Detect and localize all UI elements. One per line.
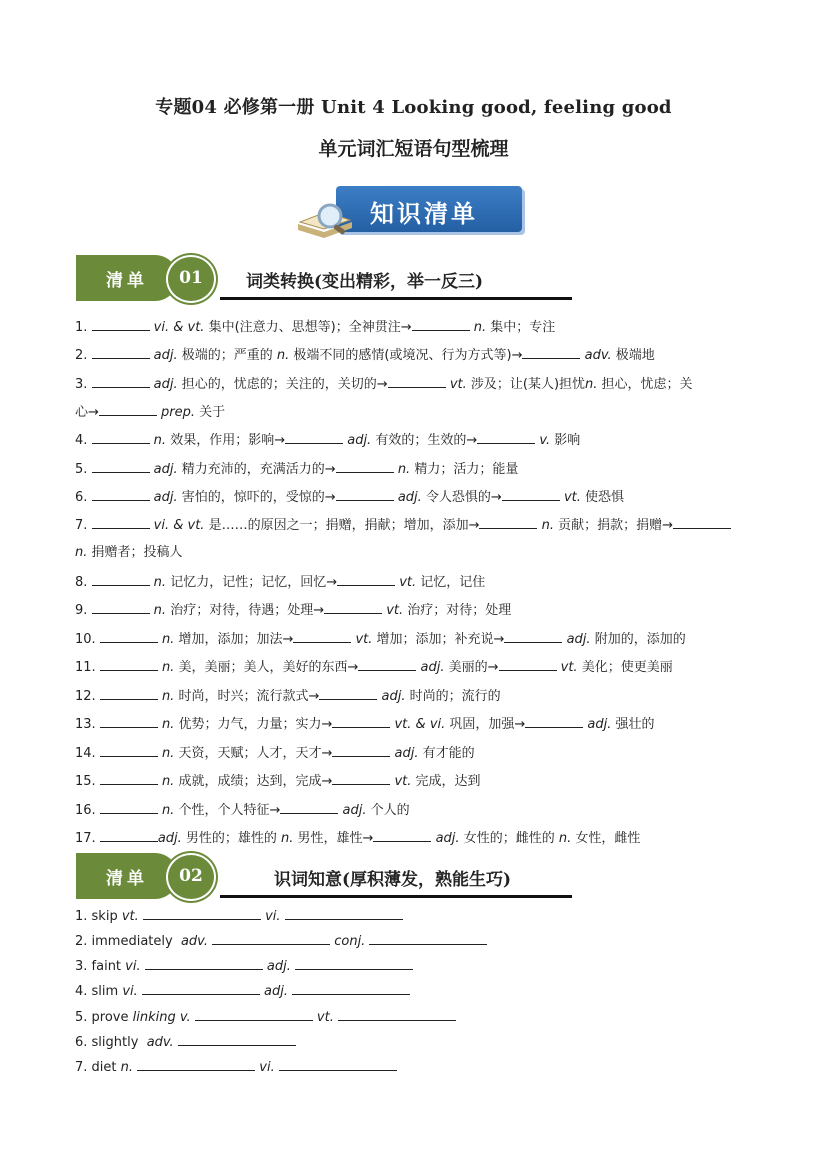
answer-blank[interactable] — [100, 801, 158, 814]
part-of-speech: adv. — [146, 1035, 174, 1050]
list-item — [75, 431, 580, 449]
item-text: 增加，添加；加法→ — [174, 632, 294, 647]
part-of-speech: vi. — [125, 959, 141, 974]
list-item — [75, 658, 673, 676]
part-of-speech: vt. — [556, 660, 578, 675]
part-of-speech: n. — [149, 603, 167, 618]
item-text: 5. — [75, 462, 92, 477]
section-underline — [220, 297, 572, 300]
part-of-speech: n. — [157, 689, 175, 704]
answer-blank[interactable] — [92, 375, 150, 388]
part-of-speech: adj. — [338, 803, 367, 818]
item-text: 11. — [75, 660, 100, 675]
part-of-speech: vt. — [382, 603, 404, 618]
item-text: 成就，成绩；达到，完成→ — [174, 774, 333, 789]
answer-blank[interactable] — [99, 403, 157, 416]
part-of-speech: adj. — [431, 831, 460, 846]
item-text: 完成，达到 — [411, 774, 481, 789]
list-item — [75, 932, 487, 950]
section-header-2 — [76, 853, 576, 899]
part-of-speech: n. — [558, 831, 572, 846]
item-text: 担心，忧虑；关 — [597, 377, 693, 392]
part-of-speech: n. — [149, 575, 167, 590]
item-text: 极端地 — [611, 348, 655, 363]
section-tag: 清单 — [76, 255, 178, 301]
answer-blank[interactable] — [522, 346, 580, 359]
item-text: 9. — [75, 603, 92, 618]
section-tag: 清单 — [76, 853, 178, 899]
item-text: 16. — [75, 803, 100, 818]
item-text: 心→ — [75, 405, 99, 420]
item-text: 集中；专注 — [486, 320, 556, 335]
answer-blank[interactable] — [143, 907, 261, 920]
list-item — [75, 573, 485, 591]
answer-blank[interactable] — [388, 375, 446, 388]
item-text: 美化；使更美丽 — [577, 660, 673, 675]
page-subtitle: 单元词汇短语句型梳理 — [318, 138, 509, 160]
answer-blank[interactable] — [100, 687, 158, 700]
item-text: 涉及；让(某人)担忧 — [466, 377, 586, 392]
part-of-speech: vt. — [395, 575, 417, 590]
answer-blank[interactable] — [137, 1058, 255, 1071]
item-text: 治疗；对待；处理 — [403, 603, 512, 618]
answer-blank[interactable] — [293, 630, 351, 643]
list-item — [75, 982, 410, 1000]
part-of-speech: n. — [157, 717, 175, 732]
part-of-speech: adj. — [390, 746, 419, 761]
item-text: 时尚的；流行的 — [405, 689, 501, 704]
item-text: 附加的，添加的 — [590, 632, 686, 647]
item-text: 记忆力，记性；记忆，回忆→ — [166, 575, 338, 590]
answer-blank[interactable] — [92, 488, 150, 501]
list-item — [75, 687, 501, 705]
answer-blank[interactable] — [479, 516, 537, 529]
item-text: 12. — [75, 689, 100, 704]
part-of-speech: vt. — [121, 909, 139, 924]
item-text: 5. prove — [75, 1010, 133, 1025]
list-item — [75, 545, 183, 561]
item-text: 女性，雌性 — [571, 831, 641, 846]
item-text: 8. — [75, 575, 92, 590]
answer-blank[interactable] — [412, 318, 470, 331]
answer-blank[interactable] — [332, 744, 390, 757]
answer-blank[interactable] — [178, 1033, 296, 1046]
item-text: 6. — [75, 490, 92, 505]
part-of-speech: vt. — [390, 774, 412, 789]
item-text: 天资，天赋；人才，天才→ — [174, 746, 333, 761]
list-item — [75, 630, 686, 648]
part-of-speech: adj. — [562, 632, 591, 647]
part-of-speech: v. — [535, 433, 551, 448]
answer-blank[interactable] — [499, 658, 557, 671]
item-text: 14. — [75, 746, 100, 761]
item-text: 精力；活力；能量 — [410, 462, 519, 477]
answer-blank[interactable] — [292, 982, 410, 995]
item-text: 13. — [75, 717, 100, 732]
part-of-speech: vi. — [259, 1060, 275, 1075]
answer-blank[interactable] — [100, 772, 158, 785]
list-item — [75, 744, 475, 762]
part-of-speech: prep. — [156, 405, 196, 420]
item-text: 3. — [75, 377, 92, 392]
part-of-speech: n. — [157, 746, 175, 761]
item-text: 7. — [75, 518, 92, 533]
part-of-speech: adj. — [149, 348, 178, 363]
answer-blank[interactable] — [525, 715, 583, 728]
item-text: 3. faint — [75, 959, 126, 974]
answer-blank[interactable] — [145, 957, 263, 970]
answer-blank[interactable] — [285, 907, 403, 920]
item-text: 精力充沛的，充满活力的→ — [177, 462, 336, 477]
item-text: 有才能的 — [418, 746, 475, 761]
part-of-speech: vt. — [445, 377, 467, 392]
section-heading: 识词知意(厚积薄发，熟能生巧) — [274, 870, 512, 890]
item-text: 2. — [75, 348, 92, 363]
item-text: 6. slightly — [75, 1035, 147, 1050]
item-text: 使恐惧 — [580, 490, 625, 505]
answer-blank[interactable] — [92, 601, 150, 614]
list-item — [75, 907, 403, 925]
item-text: 男性，雄性→ — [293, 831, 374, 846]
item-text: 巩固，加强→ — [445, 717, 526, 732]
part-of-speech: vt. — [351, 632, 373, 647]
section-heading: 词类转换(变出精彩，举一反三) — [246, 272, 484, 292]
item-text: 10. — [75, 632, 100, 647]
part-of-speech: adj. — [416, 660, 445, 675]
item-text: 关于 — [195, 405, 226, 420]
part-of-speech: n. — [281, 831, 294, 846]
list-item — [75, 346, 655, 364]
item-text: 时尚，时兴；流行款式→ — [174, 689, 320, 704]
answer-blank[interactable] — [337, 573, 395, 586]
list-item — [75, 403, 225, 421]
item-text: 优势；力气，力量；实力→ — [174, 717, 333, 732]
section-underline — [220, 895, 572, 898]
part-of-speech: n. — [75, 545, 88, 560]
item-text: 1. — [75, 320, 92, 335]
answer-blank[interactable] — [92, 318, 150, 331]
part-of-speech: n. — [157, 632, 175, 647]
part-of-speech: adj. — [583, 717, 612, 732]
list-item — [75, 1008, 456, 1026]
answer-blank[interactable] — [477, 431, 535, 444]
answer-blank[interactable] — [280, 801, 338, 814]
item-text: 美，美丽；美人，美好的东西→ — [174, 660, 359, 675]
banner-plate — [336, 186, 522, 232]
answer-blank[interactable] — [142, 982, 260, 995]
answer-blank[interactable] — [295, 957, 413, 970]
section-header-1 — [76, 255, 576, 301]
part-of-speech: linking v. — [132, 1010, 191, 1025]
part-of-speech: vi. & vt. — [149, 320, 205, 335]
part-of-speech: adj. — [157, 831, 182, 846]
book-magnifier-icon — [296, 202, 354, 240]
item-text: 17. — [75, 831, 100, 846]
part-of-speech: conj. — [334, 934, 366, 949]
section-number-badge: 01 — [166, 255, 216, 303]
item-text: 令人恐惧的→ — [421, 490, 502, 505]
part-of-speech: n. — [157, 803, 175, 818]
answer-blank[interactable] — [100, 715, 158, 728]
part-of-speech: n. — [157, 660, 175, 675]
item-text: 集中(注意力、思想等)；全神贯注→ — [204, 320, 412, 335]
answer-blank[interactable] — [332, 715, 390, 728]
part-of-speech: adj. — [264, 984, 289, 999]
item-text: 4. slim — [75, 984, 123, 999]
item-text: 2. immediately — [75, 934, 181, 949]
item-text: 影响 — [550, 433, 581, 448]
part-of-speech: vi. — [122, 984, 138, 999]
item-text: 女性的；雌性的 — [459, 831, 559, 846]
answer-blank[interactable] — [673, 516, 731, 529]
item-text: 个人的 — [366, 803, 410, 818]
answer-blank[interactable] — [100, 829, 158, 842]
item-text: 男性的；雄性的 — [181, 831, 282, 846]
part-of-speech: n. — [393, 462, 411, 477]
answer-blank[interactable] — [195, 1008, 313, 1021]
answer-blank[interactable] — [279, 1058, 397, 1071]
list-item — [75, 460, 518, 478]
list-item — [75, 801, 410, 819]
part-of-speech: adj. — [149, 377, 178, 392]
answer-blank[interactable] — [100, 630, 158, 643]
answer-blank[interactable] — [92, 460, 150, 473]
part-of-speech: vt. — [559, 490, 581, 505]
part-of-speech: adv. — [180, 934, 208, 949]
part-of-speech: adj. — [393, 490, 422, 505]
answer-blank[interactable] — [212, 932, 330, 945]
list-item — [75, 957, 413, 975]
answer-blank[interactable] — [369, 932, 487, 945]
item-text: 极端不同的感情(或境况、行为方式等)→ — [289, 348, 523, 363]
part-of-speech: n. — [149, 433, 167, 448]
item-text: 有效的；生效的→ — [371, 433, 478, 448]
answer-blank[interactable] — [100, 744, 158, 757]
answer-blank[interactable] — [358, 658, 416, 671]
list-item — [75, 375, 693, 393]
part-of-speech: adj. — [266, 959, 291, 974]
item-text: 1. skip — [75, 909, 122, 924]
section-number-badge: 02 — [166, 853, 216, 901]
answer-blank[interactable] — [319, 687, 377, 700]
part-of-speech: n. — [276, 348, 290, 363]
item-text: 贡献；捐款；捐赠→ — [554, 518, 674, 533]
item-text: 4. — [75, 433, 92, 448]
item-text: 是……的原因之一；捐赠，捐献；增加，添加→ — [204, 518, 480, 533]
item-text: 美丽的→ — [444, 660, 499, 675]
item-text: 捐赠者；投稿人 — [87, 545, 183, 560]
answer-blank[interactable] — [92, 431, 150, 444]
answer-blank[interactable] — [373, 829, 431, 842]
answer-blank[interactable] — [92, 573, 150, 586]
list-item — [75, 829, 640, 847]
knowledge-list-banner — [296, 184, 532, 244]
item-text: 记忆，记住 — [416, 575, 486, 590]
list-item — [75, 516, 731, 534]
part-of-speech: vt. — [316, 1010, 334, 1025]
part-of-speech: vt. & vi. — [390, 717, 446, 732]
answer-blank[interactable] — [332, 772, 390, 785]
answer-blank[interactable] — [285, 431, 343, 444]
part-of-speech: n. — [537, 518, 554, 533]
list-item — [75, 1058, 397, 1076]
page-title: 专题04 必修第一册 Unit 4 Looking good, feeling good — [155, 97, 672, 118]
list-item — [75, 488, 624, 506]
item-text: 增加；添加；补充说→ — [372, 632, 505, 647]
item-text: 治疗；对待，待遇；处理→ — [166, 603, 325, 618]
item-text: 个性，个人特征→ — [174, 803, 281, 818]
answer-blank[interactable] — [502, 488, 560, 501]
answer-blank[interactable] — [336, 488, 394, 501]
list-item — [75, 318, 555, 336]
answer-blank[interactable] — [324, 601, 382, 614]
part-of-speech: n. — [469, 320, 487, 335]
item-text: 7. diet — [75, 1060, 121, 1075]
item-text: 担心的，忧虑的；关注的，关切的→ — [177, 377, 388, 392]
part-of-speech: n. — [585, 377, 598, 392]
list-item — [75, 1033, 296, 1051]
part-of-speech: adj. — [377, 689, 406, 704]
answer-blank[interactable] — [336, 460, 394, 473]
banner-text: 知识清单 — [370, 200, 478, 228]
item-text: 害怕的，惊吓的，受惊的→ — [177, 490, 336, 505]
part-of-speech: adj. — [149, 490, 178, 505]
list-item — [75, 715, 655, 733]
part-of-speech: adv. — [580, 348, 612, 363]
answer-blank[interactable] — [92, 516, 150, 529]
item-text: 极端的；严重的 — [177, 348, 277, 363]
item-text: 15. — [75, 774, 100, 789]
list-item — [75, 772, 481, 790]
part-of-speech: adj. — [149, 462, 178, 477]
part-of-speech: vi. & vt. — [149, 518, 205, 533]
answer-blank[interactable] — [504, 630, 562, 643]
answer-blank[interactable] — [100, 658, 158, 671]
answer-blank[interactable] — [338, 1008, 456, 1021]
part-of-speech: adj. — [343, 433, 372, 448]
part-of-speech: n. — [120, 1060, 134, 1075]
list-item — [75, 601, 511, 619]
item-text: 效果，作用；影响→ — [166, 433, 286, 448]
part-of-speech: vi. — [265, 909, 281, 924]
answer-blank[interactable] — [92, 346, 150, 359]
item-text: 强壮的 — [611, 717, 655, 732]
part-of-speech: n. — [157, 774, 175, 789]
